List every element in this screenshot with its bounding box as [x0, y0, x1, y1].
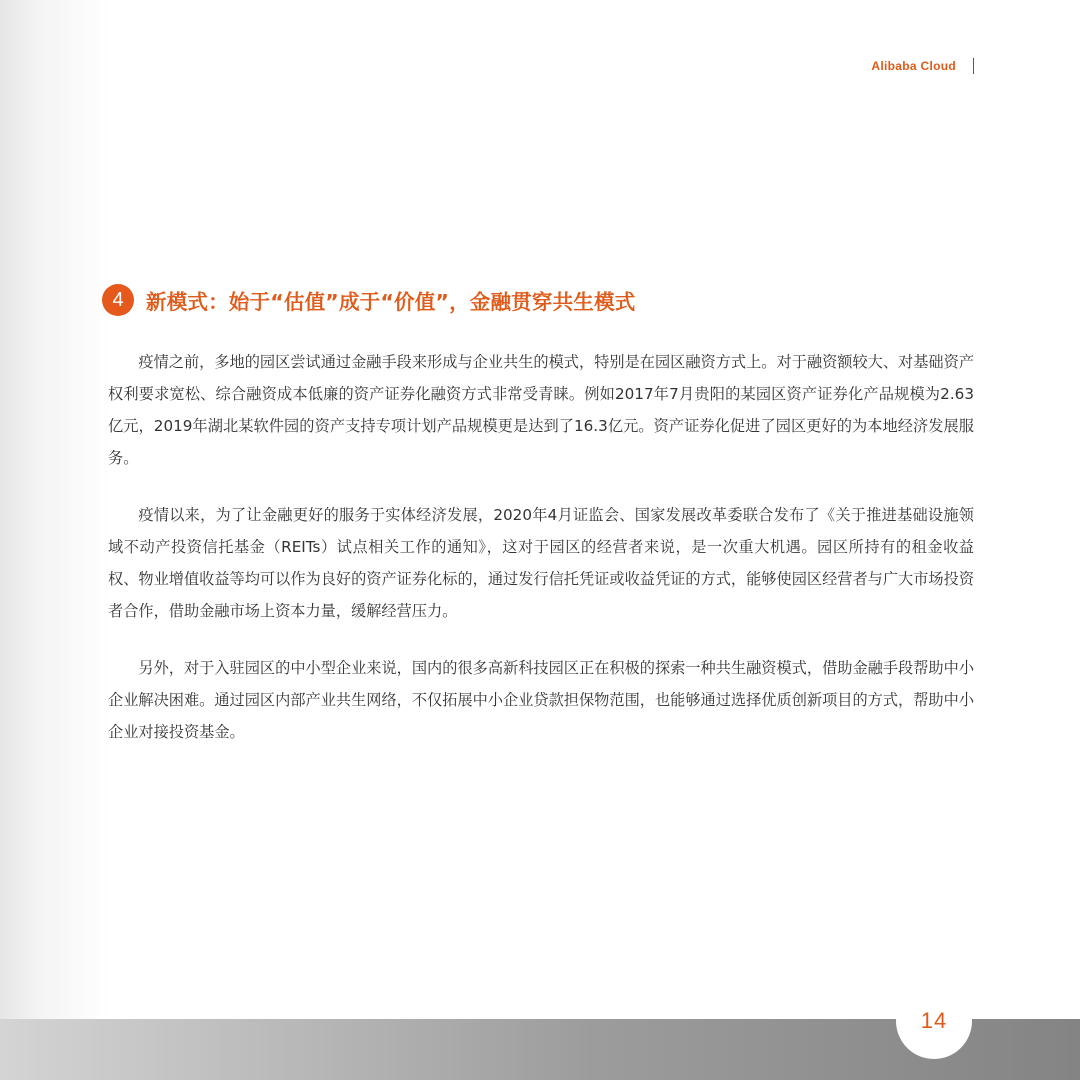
page-number: 14	[920, 1008, 948, 1033]
page-edge-shadow	[0, 0, 110, 1080]
body-text	[108, 346, 974, 773]
page-number-badge	[896, 983, 972, 1059]
paragraph: 疫情以来，为了让金融更好的服务于实体经济发展，2020年4月证监会、国家发展改革委联合发布了《关于推进基础设施领域不动产投资信托基金（REITs）试点相关工作的通知》，这对于园区的经营者来说，是一次重大机遇。园区所持有的租金收益权、物业增值收益等均可以作为良好的资产证券化标的，通过发行信托凭证或收益凭证的方式，能够使园区经营者与广大市场投资者合作，借助金融市场上资本力量，缓解经营压力。	[108, 506, 974, 620]
section-title: 新模式：始于“估值”成于“价值”，金融贯穿共生模式	[146, 290, 636, 314]
section-number-badge: 4	[102, 284, 134, 316]
paragraph: 疫情之前，多地的园区尝试通过金融手段来形成与企业共生的模式，特别是在园区融资方式上。对于融资额较大、对基础资产权利要求宽松、综合融资成本低廉的资产证券化融资方式非常受青睐。例如2017年7月贵阳的某园区资产证券化产品规模为2.63亿元，2019年湖北某软件园的资产支持专项计划产品规模更是达到了16.3亿元。资产证券化促进了园区更好的为本地经济发展服务。	[108, 353, 974, 467]
header-divider	[973, 58, 974, 74]
section-heading	[102, 284, 635, 316]
header-brand	[871, 58, 974, 74]
brand-name: Alibaba Cloud	[871, 59, 956, 73]
paragraph: 另外，对于入驻园区的中小型企业来说，国内的很多高新科技园区正在积极的探索一种共生融资模式，借助金融手段帮助中小企业解决困难。通过园区内部产业共生网络，不仅拓展中小企业贷款担保物范围，也能够通过选择优质创新项目的方式，帮助中小企业对接投资基金。	[108, 659, 974, 741]
